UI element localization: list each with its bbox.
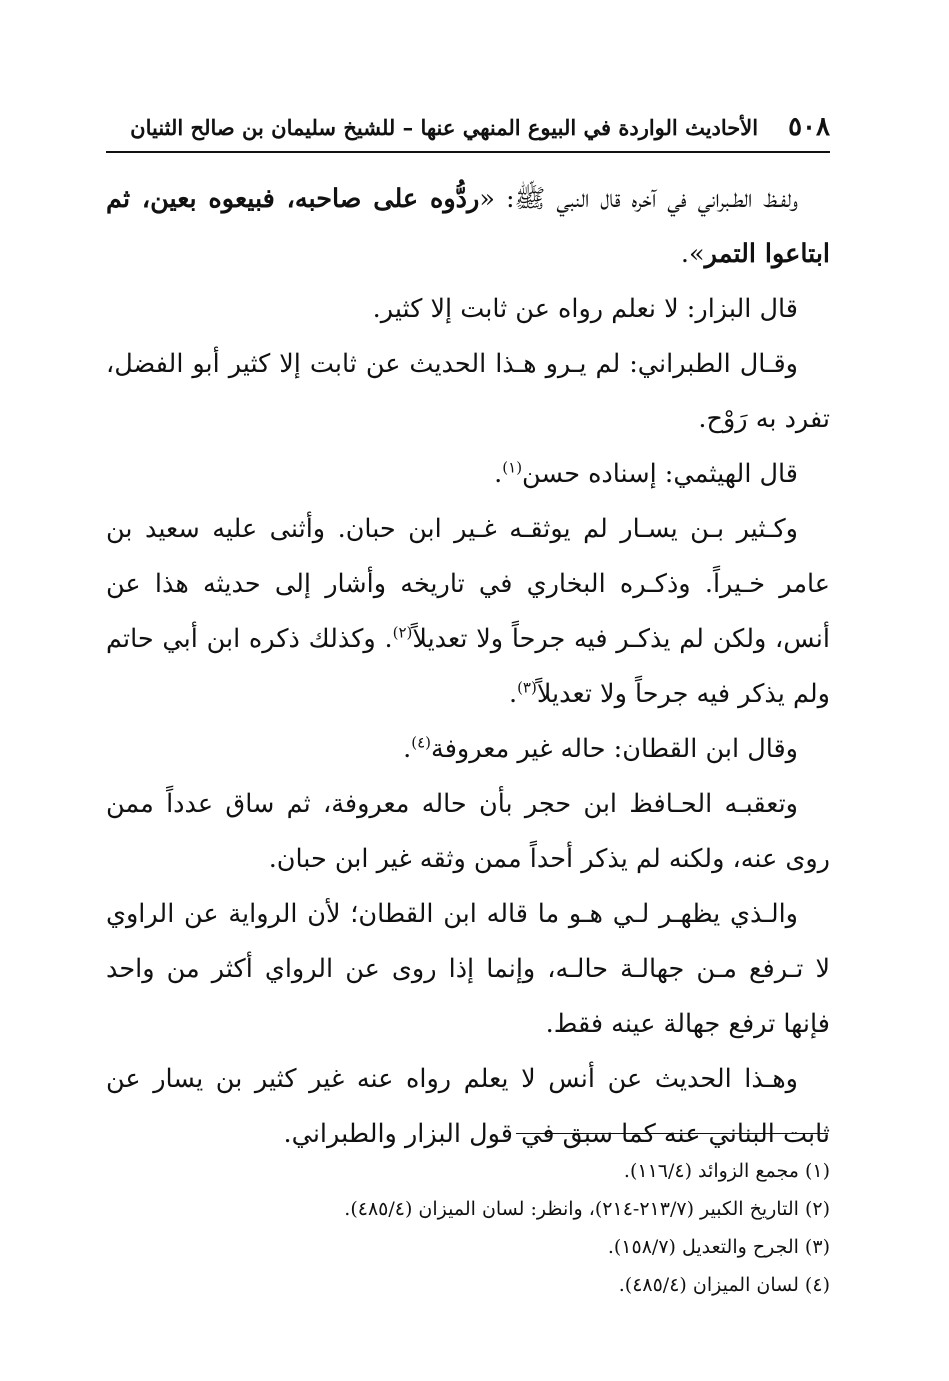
paragraph-ibn-hajar: وتعقبـه الحـافظ ابن حجر بأن حاله معروفة، ثم ساق عدداً ممن روى عنه، ولكنه لم يذكر أحداً ممن وثقه غير ابن حبان. [106, 789, 830, 874]
footnote-ref: (١) [502, 458, 523, 477]
footnote-ref: (٣) [517, 678, 537, 697]
text-run: وقال ابن القطان: حاله غير معروفة [431, 734, 798, 764]
paragraph-author-view: والـذي يظهـر لـي هـو ما قاله ابن القطان؛ لأن الرواية عن الراوي لا تـرفع مـن جهالـة حالـه، وإنما إذا روى عن الرواي أكثر من واحد فإنها ترفع جهالة عينه فقط. [106, 899, 830, 1039]
paragraph-conclusion: وهـذا الحديث عن أنس لا يعلم رواه عنه غير كثير بن يسار عن ثابت البناني عنه كما سبق في قول البزار والطبراني. [106, 1064, 830, 1149]
running-title: الأحاديث الواردة في البيوع المنهي عنها – للشيخ سليمان بن صالح الثنيان [130, 114, 759, 140]
text-run: . [494, 459, 503, 489]
footnote-separator [516, 1133, 828, 1134]
main-text [106, 172, 830, 1162]
paragraph-tabarani-wording [106, 172, 830, 282]
header-rule [106, 151, 830, 153]
footnotes [106, 1152, 830, 1304]
footnote-item: (٣) الجرح والتعديل (١٥٨/٧). [607, 1236, 830, 1258]
text-run: ولفـظ الطـبراني في آخره قال النبي ﷺ: « [479, 184, 798, 214]
footnote-item: (٢) التاريخ الكبير (٢١٣/٧-٢١٤)، وانظر: لسان الميزان (٤٨٥/٤). [344, 1198, 830, 1220]
paragraph-kathir [106, 502, 830, 722]
footnote-ref: (٢) [392, 623, 413, 642]
paragraph-haythami [106, 447, 830, 502]
text-run: قال الهيثمي: إسناده حسن [522, 459, 798, 489]
footnote-item: (١) مجمع الزوائد (١١٦/٤). [623, 1160, 830, 1182]
footnote-item: (٤) لسان الميزان (٤٨٥/٤). [618, 1274, 830, 1296]
hadith-quote: ردُّوه على صاحبه، فبيعوه بعين، ثم ابتاعوا التمر [106, 184, 830, 269]
paragraph-bazzar: قال البزار: لا نعلم رواه عن ثابت إلا كثير. [372, 294, 798, 324]
text-run: ». [680, 239, 705, 269]
page-header [106, 112, 830, 142]
paragraph-ibn-qattan [106, 722, 830, 777]
page-number: ٥٠٨ [788, 112, 830, 142]
text-run: وكـثير بـن يسـار لم يوثقـه غـير ابن حبان. وأثنى عليه سعيد بن عامر خـيراً. وذكـره البخاري في تاريخه وأشار إلى حديثه هذا عن أنس، ولكن لم يذكـر فيه جرحاً ولا تعديلاً [106, 514, 830, 654]
text-run: . [508, 679, 518, 709]
paragraph-tabarani: وقـال الطبراني: لم يـرو هـذا الحديث عن ثابت إلا كثير أبو الفضل، تفرد به رَوْح. [106, 349, 830, 434]
footnote-ref: (٤) [411, 733, 432, 752]
text-run: . وكذلك ذكره ابن أبي حاتم ولم يذكر فيه جرحاً ولا تعديلاً [106, 624, 830, 709]
text-run: . [403, 734, 412, 764]
